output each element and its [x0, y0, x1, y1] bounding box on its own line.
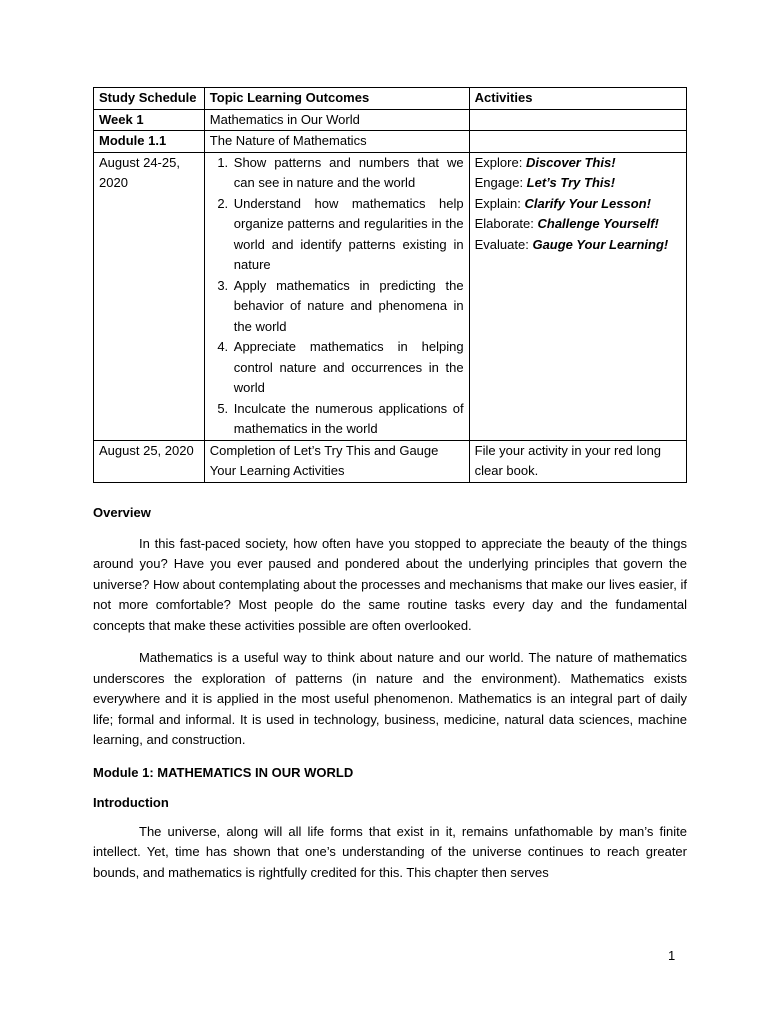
activity-line	[475, 173, 681, 194]
overview-paragraph: Mathematics is a useful way to think about nature and our world. The nature of mathematics underscores the exploration of patterns (in nature and the environment). Mathematics exists everywhere and it is applied in the most useful phenomenon. Mathematics is an integral part of daily life; formal and informal. It is used in technology, business, medicine, natural data sciences, machine learning, and construction.	[93, 650, 687, 747]
activity-line	[475, 214, 681, 235]
activity-label: Explore:	[474, 154, 526, 170]
list-item: 3. Apply mathematics in predicting the behavior of nature and phenomena in the world	[232, 276, 464, 338]
activity-title: Challenge Yourself!	[537, 216, 659, 231]
introduction-heading: Introduction	[93, 794, 169, 810]
activity-label: Explain:	[474, 195, 525, 211]
table-row	[94, 440, 687, 482]
module-topic-cell: The Nature of Mathematics	[204, 131, 469, 153]
module-activities-cell	[469, 131, 686, 153]
list-item: 4. Appreciate mathematics in helping control nature and occurrences in the world	[232, 337, 464, 399]
activity-line	[475, 194, 681, 215]
study-schedule-table	[93, 87, 687, 483]
week-topic-cell: Mathematics in Our World	[204, 109, 469, 131]
activity-label: Engage:	[474, 175, 527, 190]
activity-line	[475, 153, 681, 174]
activity-title: Clarify Your Lesson!	[524, 195, 651, 211]
table-header-row	[94, 88, 687, 110]
activity-title: Gauge Your Learning!	[532, 236, 669, 252]
overview-paragraph: In this fast-paced society, how often have you stopped to appreciate the beauty of the things around you? Have you ever paused and pondered about the underlying principles that govern the universe? How about contemplating about the processes and mechanisms that make our lives easier, if not more comfortable? Most people do the same routine tasks every day and the fundamental concepts that make these activities possible are often overlooked.	[93, 535, 687, 633]
completion-activities-cell: File your activity in your red long clear book.	[469, 440, 686, 482]
activity-title: Let’s Try This!	[526, 175, 616, 190]
week-cell: Week 1	[94, 109, 205, 131]
schedule-date-cell: August 24-25, 2020	[94, 152, 205, 440]
module-cell: Module 1.1	[94, 131, 205, 153]
outcomes-cell	[204, 152, 469, 440]
completion-date-cell: August 25, 2020	[94, 440, 205, 482]
activities-cell	[469, 152, 686, 440]
activity-title: Discover This!	[525, 154, 616, 170]
list-item: 1. Show patterns and numbers that we can see in nature and the world	[232, 153, 464, 194]
page-number: 1	[668, 948, 676, 963]
table-row	[94, 109, 687, 131]
completion-topic-cell: Completion of Let’s Try This and Gauge Your Learning Activities	[204, 440, 469, 482]
activity-line	[475, 235, 681, 256]
activity-label: Elaborate:	[474, 216, 538, 231]
module-heading: Module 1: MATHEMATICS IN OUR WORLD	[93, 764, 354, 780]
activity-label: Evaluate:	[474, 236, 533, 252]
header-cell: Activities	[469, 88, 686, 110]
header-cell: Topic Learning Outcomes	[204, 88, 469, 110]
header-cell: Study Schedule	[94, 88, 205, 110]
outcomes-list	[210, 153, 464, 440]
table-row	[94, 152, 687, 440]
list-item: 2. Understand how mathematics help organize patterns and regularities in the world and identify patterns existing in nature	[232, 194, 464, 276]
document-page	[93, 87, 687, 883]
introduction-paragraph: The universe, along will all life forms that exist in it, remains unfathomable by man’s finite intellect. Yet, time has shown that one’s understanding of the universe continues to reach greater bounds, and mathematics is rightfully credited for this. This chapter then serves	[93, 823, 687, 880]
week-activities-cell	[469, 109, 686, 131]
list-item: 5. Inculcate the numerous applications of mathematics in the world	[232, 399, 464, 440]
overview-heading: Overview	[93, 504, 151, 520]
table-row	[94, 131, 687, 153]
